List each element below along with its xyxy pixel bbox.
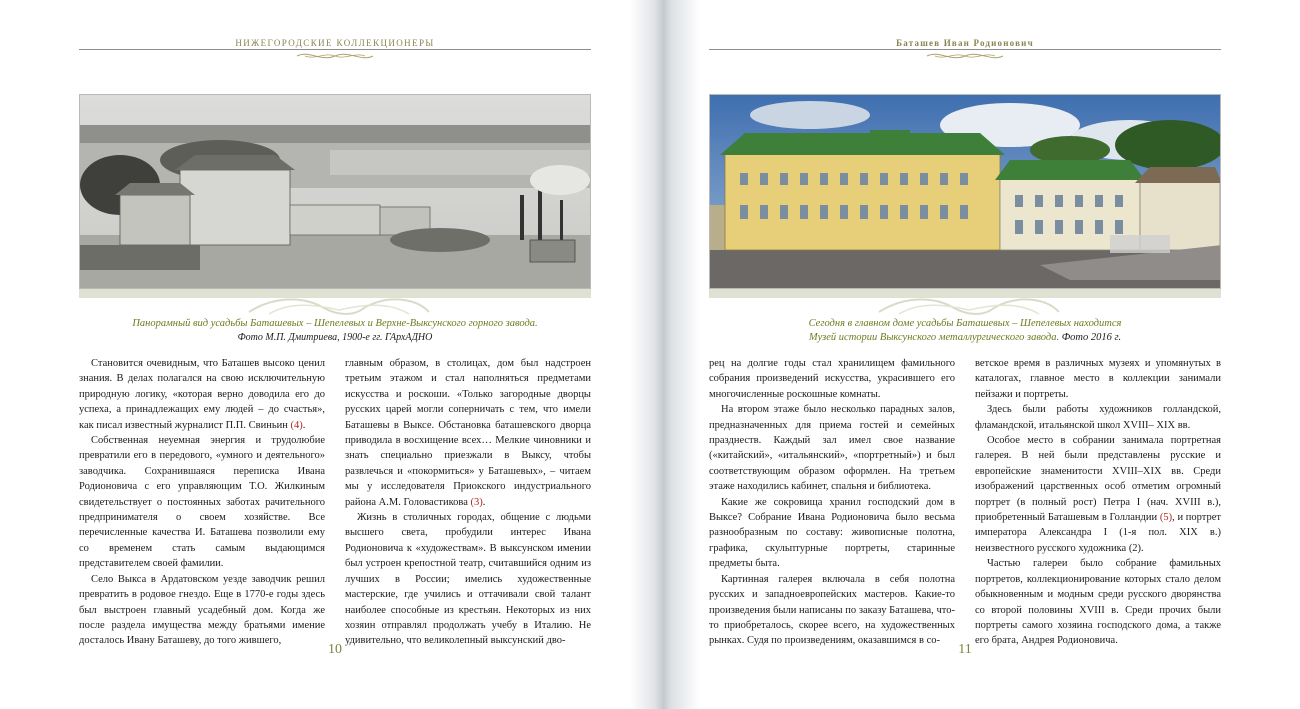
right-caption-ornament	[874, 296, 1064, 318]
left-text-column-1	[79, 356, 325, 649]
paragraph-text: Село Выкса в Ардатовском уезде заводчик решил превратить в родовое гнездо. Еще в 1770-е годы здесь был выстроен главный усадебный дом. Когда же после раздела имущества между братьями имение досталось Ивану Баташеву, до того жившего,	[79, 573, 325, 647]
left-caption-ornament	[244, 296, 434, 318]
paragraph	[79, 433, 325, 572]
paragraph-text: Собственная неуемная энергия и трудолюбие превратили его в передового, «умного и деятельного» заводчика. Сохранившаяся переписка Ивана Родионовича с его управляющим Т.О. Жилкиным свидетельствует о постоянных заботах рачительного предпринимателя о своем хозяйстве. Все перечисленные качества И. Баташева позволили ему со временем стать самым выдающимся представителем своей фамилии.	[79, 435, 325, 570]
paragraph	[709, 356, 955, 402]
paragraph	[79, 572, 325, 649]
right-running-head: Баташев Иван Родионович	[896, 38, 1034, 48]
paragraph	[975, 356, 1221, 402]
paragraph-text: Здесь были работы художников голландской, фламандской, итальянской школ XVIII– XIX вв.	[975, 404, 1221, 431]
paragraph	[345, 510, 591, 649]
paragraph-text: главным образом, в столицах, дом был надстроен третьим этажом и стал наполняться предметами искусства и роскоши. «Только загородные дворцы русских царей могли соперничать с тем, что имели Баташевы в Выксе. Обстановка баташевского дворца приводила в восхищение всех… Мелкие чиновники и знать специально приезжали в Выксу, чтобы развлечься и «покормиться» у Баташевых», – читаем мы у исследователя Приокского индустриального района А.М. Головастикова	[345, 358, 591, 508]
right-page-number: 11	[958, 642, 972, 657]
left-page-number: 10	[328, 642, 342, 657]
left-photo-credit: Фото М.П. Дмитриева, 1900-е гг. ГАрхАДНО	[237, 332, 433, 343]
right-header-ornament	[925, 50, 1005, 62]
right-photo-caption-text: Музей истории Выксунского металлургического завода.	[808, 332, 1060, 343]
paragraph	[345, 356, 591, 510]
left-text-column-2	[345, 356, 591, 649]
reference-number: (3)	[470, 496, 483, 508]
paragraph	[709, 572, 955, 649]
right-text-column-1	[709, 356, 955, 649]
book-gutter	[630, 0, 700, 709]
reference-number: (5)	[1159, 512, 1173, 524]
reference-number: (4)	[290, 419, 303, 431]
paragraph-tail: .	[302, 419, 306, 431]
museum-building-photo	[709, 94, 1221, 289]
left-photo-caption: Панорамный вид усадьбы Баташевых – Шепелевых и Верхне-Выксунского горного завода.	[132, 318, 538, 329]
paragraph-text: рец на долгие годы стал хранилищем фамильного собрания произведений искусства, украсившего его многочисленные роскошные комнаты.	[709, 358, 955, 400]
paragraph-text: Частью галереи было собрание фамильных портретов, коллекционирование которых стало делом обыкновенным и модным среди русского дворянства со второй половины XVIII в. Среди прочих были портреты самого хозяина господского дома, а также его брата, Андрея Родионовича.	[975, 558, 1221, 647]
paragraph-text: Картинная галерея включала в себя полотна русских и западноевропейских мастеров. Какие-то произведения были написаны по заказу Баташева, что-то приобреталось, скорее всего, на художественных рынках. Судя по произведениям, оказавшимся в со-	[709, 573, 955, 647]
paragraph-tail: .	[482, 496, 486, 508]
paragraph-text: Жизнь в столичных городах, общение с людьми высшего света, пробудили интерес Ивана Родионовича к «художествам». В выксунском имении был устроен крепостной театр, считавшийся одним из лучших в России; имелись художественные мастерские, где учились и оттачивали свой талант наиболее способные из крестьян. Некоторых из них хозяин отправлял продолжать учебу в Италию. Не удивительно, что великолепный выксунский дво-	[345, 512, 591, 647]
paragraph-tail: , и портрет императора Александра I (1-я пол. XIX в.) неизвестного русского художника (2).	[975, 512, 1221, 554]
paragraph	[79, 356, 325, 433]
paragraph	[975, 402, 1221, 433]
right-photo-caption-line2	[709, 331, 1221, 345]
right-text-column-2	[975, 356, 1221, 649]
paragraph	[709, 402, 955, 494]
paragraph-text: Становится очевидным, что Баташев высоко ценил знания. В делах полагался на свою исключительную природную логику, «которая верно доводила его до успеха, а принадлежащих ему людей – до счастья», как писал известный журналист П.П. Свиньин	[79, 358, 325, 431]
paragraph-text: На втором этаже было несколько парадных залов, предназначенных для приема гостей и семейных празднеств. Каждый зал имел свое название («китайский», «итальянский», «портретный») и был соответствующим образом оформлен. На третьем этаже находились кабинет, спальня и библиотека.	[709, 404, 955, 493]
right-photo-caption-line1: Сегодня в главном доме усадьбы Баташевых – Шепелевых находится	[808, 318, 1122, 329]
left-header-ornament	[295, 50, 375, 62]
historic-panorama-photo	[79, 94, 591, 289]
paragraph	[709, 495, 955, 572]
left-running-head: НИЖЕГОРОДСКИЕ КОЛЛЕКЦИОНЕРЫ	[235, 38, 435, 48]
paragraph-text: Особое место в собрании занимала портретная галерея. В ней были представлены русские и европейские знаменитости XVIII–XIX вв. Среди изображений царственных особ отметим огромный портрет (в полный рост) Петра I (нач. XVIII в.), приобретенный Баташевым в Голландии	[975, 435, 1221, 524]
paragraph-text: ветское время в различных музеях и упомянутых в каталогах, главное место в коллекции занимали пейзажи и портреты.	[975, 358, 1221, 400]
paragraph	[975, 556, 1221, 648]
right-photo-credit: Фото 2016 г.	[1061, 332, 1122, 343]
paragraph	[975, 433, 1221, 556]
paragraph-text: Какие же сокровища хранил господский дом в Выксе? Собрание Ивана Родионовича было весьма разнообразным по составу: живописные полотна, графика, скульптурные портреты, старинные предметы быта.	[709, 496, 955, 570]
